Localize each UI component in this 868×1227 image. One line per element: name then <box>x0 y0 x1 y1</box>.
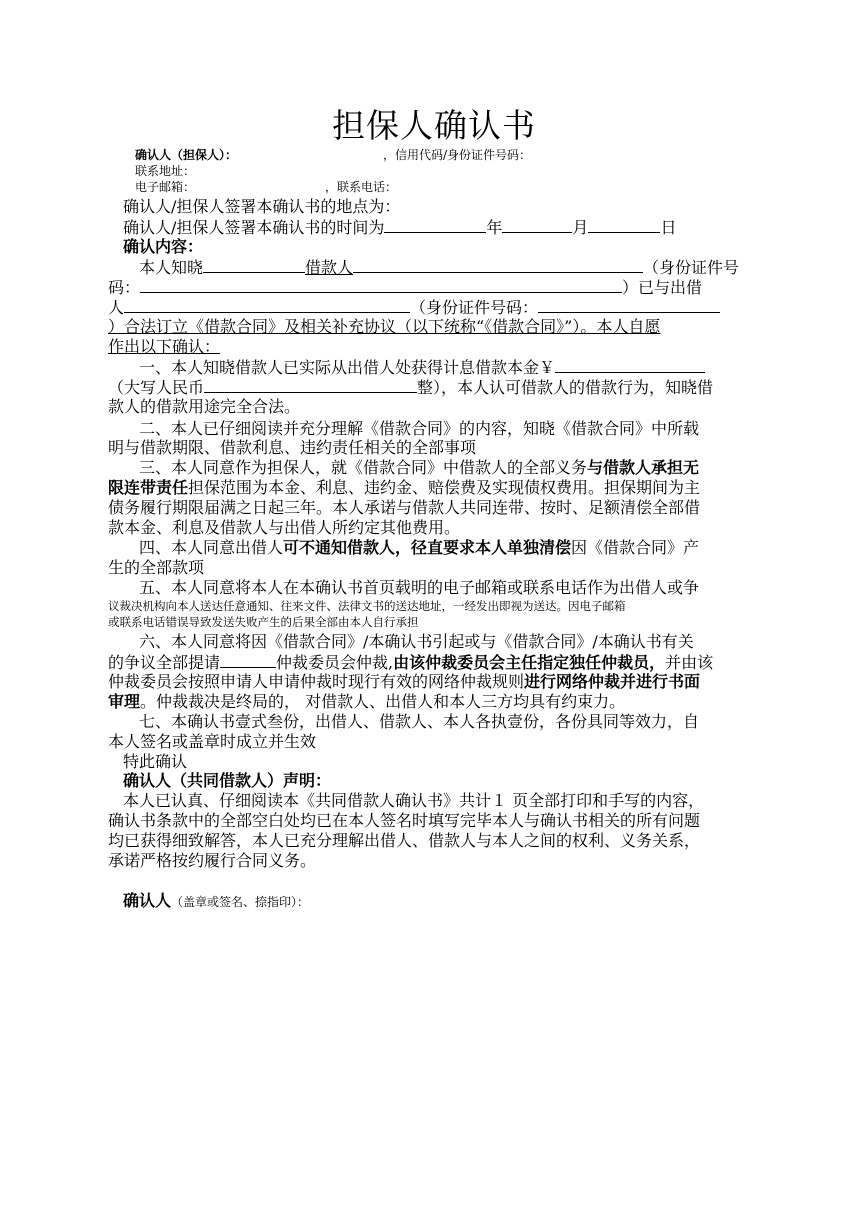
guarantor-blank <box>203 257 305 273</box>
clause-7-line-2: 本人签名或盖章时成立并生效 <box>108 732 317 751</box>
declaration-heading: 确认人（共同借款人）声明： <box>123 771 332 790</box>
clause-4-line-1 <box>139 538 699 558</box>
clause-1-line-1 <box>139 357 705 378</box>
clause-3-text: 三、本人同意作为担保人，就《借款合同》中借款人的全部义务 <box>139 458 588 477</box>
lender-id-blank <box>538 297 720 313</box>
document-title: 担保人确认书 <box>332 106 536 145</box>
signing-time-line <box>123 217 676 238</box>
clause-3-line-1 <box>139 458 699 478</box>
phone-label: ，联系电话： <box>325 180 398 194</box>
confirmer-label: 确认人（担保人）： <box>135 148 238 162</box>
clause-5-line-2: 议裁决机构向本人送达任意通知、往来文件、法律文书的送达地址，一经发出即视为送达。因电子邮箱 <box>108 599 626 613</box>
clause-3-line-4: 款本金、利息及借款人与出借人所约定其他费用。 <box>108 518 461 537</box>
clause-3-line-3: 债务履行期限届满之日起三年。本人承诺与借款人共同连带、按时、足额清偿全部借 <box>108 498 701 517</box>
clause-2-line-1: 二、本人已仔细阅读并充分理解《借款合同》的内容，知晓《借款合同》中所载 <box>139 419 700 438</box>
intro-text: 本人知晓 <box>139 258 204 277</box>
borrower-id-blank <box>140 277 622 293</box>
email-label: 电子邮箱： <box>135 180 196 194</box>
signing-place-label: 确认人/担保人签署本确认书的地点为： <box>123 197 401 216</box>
intro-line-2 <box>108 277 702 298</box>
principal-blank <box>555 357 705 373</box>
code-label: 码： <box>108 278 141 297</box>
clause-4-line-2: 生的全部款项 <box>108 558 205 577</box>
clause-4-text-cont: 因《借款合同》产 <box>571 538 700 557</box>
declaration-line-1: 本人已认真、仔细阅读本《共同借款人确认书》共计１ 页全部打印和手写的内容， <box>123 791 705 810</box>
clause-5-line-3: 或联系电话错误导致发送失败产生的后果全部由本人自行承担 <box>108 615 419 629</box>
clause-1-line-3: 款人的借款用途完全合法。 <box>108 397 301 416</box>
intro-line-1 <box>139 257 739 278</box>
clause-7-line-1: 七、本确认书壹式叁份，出借人、借款人、本人各执壹份，各份具同等效力，自 <box>139 712 700 731</box>
declaration-line-4: 承诺严格按约履行合同义务。 <box>108 851 317 870</box>
month-label: 月 <box>572 218 589 237</box>
credit-code-label: ，信用代码/身份证件号码： <box>383 148 532 162</box>
online-arbitration-emphasis: 进行网络仲裁并进行书面 <box>524 672 701 691</box>
joint-liability-emphasis-cont: 限连带责任 <box>108 478 189 497</box>
joint-liability-emphasis: 与借款人承担无 <box>587 458 700 477</box>
day-blank <box>588 217 660 233</box>
id-number-label: （身份证件号 <box>643 258 740 277</box>
lender-label-cont: 人 <box>108 298 125 317</box>
capital-amount-blank <box>204 377 417 393</box>
clause-2-line-2: 明与借款期限、借款利息、违约责任相关的全部事项 <box>108 438 477 457</box>
borrower-blank <box>353 257 643 273</box>
clause-1-line-2 <box>108 377 713 398</box>
arbitration-commission-blank <box>220 652 276 668</box>
clause-6-text-cont-2: 并由该 <box>665 653 714 672</box>
clause-6-line-4 <box>108 692 625 712</box>
declaration-line-2: 确认书条款中的全部空白处均已在本人签名时填写完毕本人与确认书相关的所有问题 <box>108 811 701 830</box>
clause-1-text-cont: 整），本人认可借款人的借款行为，知晓借 <box>417 378 714 397</box>
clause-6-line-1: 六、本人同意将因《借款合同》/本确认书引起或与《借款合同》/本确认书有关 <box>139 632 694 651</box>
clause-6-text-cont: 仲裁委员会仲裁, <box>276 653 394 672</box>
clause-6-line-3 <box>108 672 700 692</box>
clause-4-text: 四、本人同意出借人 <box>139 538 284 557</box>
signature-label: 确认人 <box>123 891 172 910</box>
intro-line-3 <box>108 297 720 318</box>
address-label: 联系地址： <box>135 164 196 178</box>
capital-amount-label: （大写人民币 <box>108 378 205 397</box>
day-label: 日 <box>660 218 677 237</box>
sole-arbitrator-emphasis: 由该仲裁委员会主任指定独任仲裁员， <box>393 653 666 672</box>
lender-id-label: （身份证件号码： <box>410 298 539 317</box>
declaration-line-3: 均已获得细致解答，本人已充分理解出借人、借款人与本人之间的权利、义务关系， <box>108 831 701 850</box>
signature-line <box>123 891 309 911</box>
clause-5-line-1: 五、本人同意将本人在本确认书首页载明的电子邮箱或联系电话作为出借人或争 <box>139 578 700 597</box>
month-blank <box>502 217 572 233</box>
intro-line-5: 作出以下确认： <box>108 337 221 356</box>
clause-6-text-4: 。仲裁裁决是终局的， 对借款人、出借人和本人三方均具有约束力。 <box>140 692 626 711</box>
clause-6-line-2 <box>108 652 713 673</box>
lender-blank <box>124 297 410 313</box>
borrower-label: 借款人 <box>305 258 354 277</box>
hereby-confirm: 特此确认 <box>123 752 188 771</box>
written-review-emphasis: 审理 <box>108 692 141 711</box>
clause-3-text-cont: 担保范围为本金、利息、违约金、赔偿费及实现债权费用。担保期间为主 <box>188 478 701 497</box>
content-heading: 确认内容： <box>123 237 204 256</box>
year-blank <box>384 217 486 233</box>
year-label: 年 <box>486 218 503 237</box>
clause-6-text: 的争议全部提请 <box>108 653 221 672</box>
intro-line-4: ）合法订立《借款合同》及相关补充协议（以下统称“《借款合同》”）。本人自愿 <box>108 317 661 336</box>
signing-time-label: 确认人/担保人签署本确认书的时间为 <box>123 218 385 237</box>
lender-label: ）已与出借 <box>622 278 703 297</box>
signature-note: （盖章或签名、捺指印）： <box>171 895 310 909</box>
sole-repayment-emphasis: 可不通知借款人，径直要求本人单独清偿 <box>283 538 572 557</box>
clause-1-text: 一、本人知晓借款人已实际从出借人处获得计息借款本金￥ <box>139 358 556 377</box>
clause-3-line-2 <box>108 478 700 498</box>
clause-6-text-3: 仲裁委员会按照申请人申请仲裁时现行有效的网络仲裁规则 <box>108 672 525 691</box>
